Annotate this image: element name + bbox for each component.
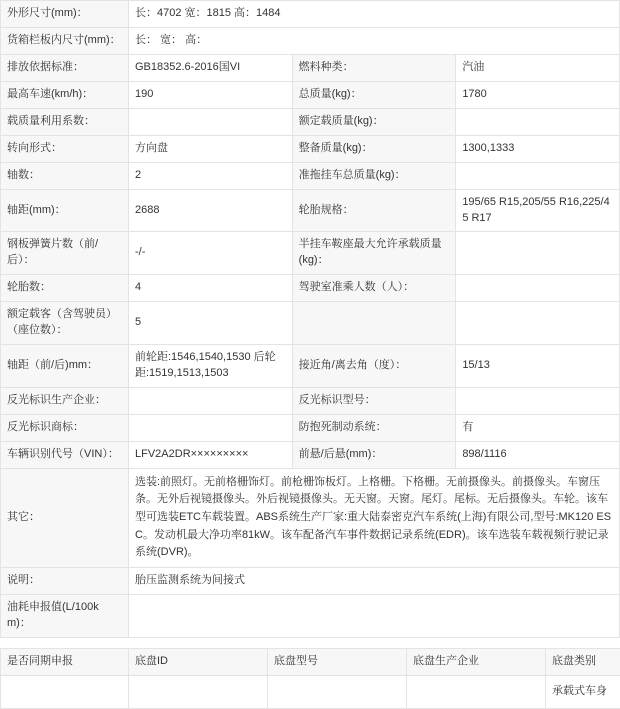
table-row xyxy=(1,135,620,162)
row-value-max-speed: 190 xyxy=(129,81,293,108)
chassis-cell-same-period-declaration xyxy=(1,675,129,708)
row-value-leaf-spring-count: -/- xyxy=(129,232,293,275)
row-label-reflective-marking-maker: 反光标识生产企业： xyxy=(1,388,129,415)
table-row xyxy=(1,27,620,54)
row-label-curb-mass: 整备质量(kg)： xyxy=(292,135,456,162)
row-value-tire-spec: 195/65 R15,205/55 R16,225/45 R17 xyxy=(456,189,620,232)
row-value-other: 选装:前照灯。无前格栅饰灯。前枪栅饰板灯。上格栅。下格栅。无前摄像头。前摄像头。车窗压条。无外后视镜摄像头。外后视镜摄像头。无天窗。天窗。尾灯。尾标。无后摄像头。车轮。该车型可选装ETC车载装置。ABS系统生产厂家:重大陆泰密克汽车系统(上海)有限公司,型号:MK120 ESC。发动机最大净功率81kW。该车配备汽车事件数据记录系统(EDR)。该车选装车载视频行驶记录系统(DVR)。 xyxy=(129,468,620,567)
row-value-cab-seating xyxy=(456,275,620,302)
row-value-gross-mass: 1780 xyxy=(456,81,620,108)
table-row xyxy=(1,81,620,108)
row-label-cab-seating: 驾驶室准乘人数（人）： xyxy=(292,275,456,302)
chassis-table xyxy=(0,648,620,709)
chassis-header-chassis-id: 底盘ID xyxy=(129,648,268,675)
row-label-trailer-gross-mass: 准拖挂车总质量(kg)： xyxy=(292,162,456,189)
row-label-abs: 防抱死制动系统： xyxy=(292,414,456,441)
row-value-trailer-gross-mass xyxy=(456,162,620,189)
row-label-tire-spec: 轮胎规格： xyxy=(292,189,456,232)
row-label-cargo-box-dimensions: 货箱栏板内尺寸(mm)： xyxy=(1,27,129,54)
table-row xyxy=(1,468,620,567)
chassis-cell-chassis-manufacturer xyxy=(407,675,546,708)
row-label-load-coefficient: 载质量利用系数： xyxy=(1,108,129,135)
table-row xyxy=(1,567,620,594)
chassis-cell-chassis-category: 承载式车身 xyxy=(546,675,620,708)
row-value-curb-mass: 1300,1333 xyxy=(456,135,620,162)
chassis-header-same-period-declaration: 是否同期申报 xyxy=(1,648,129,675)
row-value-note: 胎压监测系统为间接式 xyxy=(129,567,620,594)
row-value-reflective-marking-model xyxy=(456,388,620,415)
chassis-header-chassis-model: 底盘型号 xyxy=(268,648,407,675)
row-label-gross-mass: 总质量(kg)： xyxy=(292,81,456,108)
table-row xyxy=(1,189,620,232)
row-value-axle-count: 2 xyxy=(129,162,293,189)
row-value-reflective-marking-maker xyxy=(129,388,293,415)
row-label-vin: 车辆识别代号（VIN）： xyxy=(1,441,129,468)
row-value-emission-standard: GB18352.6-2016国VI xyxy=(129,54,293,81)
chassis-cell-chassis-model xyxy=(268,675,407,708)
row-label-emission-standard: 排放依据标准： xyxy=(1,54,129,81)
row-label-leaf-spring-count: 钢板弹簧片数（前/后）： xyxy=(1,232,129,275)
table-row xyxy=(1,1,620,28)
row-value-approach-departure-angle: 15/13 xyxy=(456,345,620,388)
row-value-blank-1 xyxy=(456,302,620,345)
chassis-header-chassis-manufacturer: 底盘生产企业 xyxy=(407,648,546,675)
table-row xyxy=(1,414,620,441)
row-value-track-width: 前轮距:1546,1540,1530 后轮距:1519,1513,1503 xyxy=(129,345,293,388)
table-row xyxy=(1,302,620,345)
row-label-wheelbase: 轴距(mm)： xyxy=(1,189,129,232)
row-label-reflective-marking-model: 反光标识型号： xyxy=(292,388,456,415)
chassis-header-chassis-category: 底盘类别 xyxy=(546,648,620,675)
row-value-steering-type: 方向盘 xyxy=(129,135,293,162)
row-value-tire-count: 4 xyxy=(129,275,293,302)
row-value-load-coefficient xyxy=(129,108,293,135)
row-value-dimensions: 长：4702 宽：1815 高：1484 xyxy=(129,1,620,28)
row-value-wheelbase: 2688 xyxy=(129,189,293,232)
row-value-fuel-type: 汽油 xyxy=(456,54,620,81)
table-row xyxy=(1,594,620,637)
table-row xyxy=(1,388,620,415)
table-row xyxy=(1,345,620,388)
row-label-rated-load-mass: 额定载质量(kg)： xyxy=(292,108,456,135)
table-row xyxy=(1,675,620,708)
row-value-abs: 有 xyxy=(456,414,620,441)
row-label-max-speed: 最高车速(km/h)： xyxy=(1,81,129,108)
row-label-steering-type: 转向形式： xyxy=(1,135,129,162)
row-label-rated-passengers: 额定载客（含驾驶员）（座位数）： xyxy=(1,302,129,345)
row-label-blank-1 xyxy=(292,302,456,345)
row-label-approach-departure-angle: 接近角/离去角（度）： xyxy=(292,345,456,388)
row-value-rated-passengers: 5 xyxy=(129,302,293,345)
chassis-section xyxy=(0,648,620,709)
row-label-other: 其它： xyxy=(1,468,129,567)
row-label-fuel-type: 燃料种类： xyxy=(292,54,456,81)
row-label-fuel-consumption: 油耗申报值(L/100km)： xyxy=(1,594,129,637)
table-row xyxy=(1,275,620,302)
row-value-vin: LFV2A2DR××××××××× xyxy=(129,441,293,468)
row-value-saddle-load-mass xyxy=(456,232,620,275)
row-label-dimensions: 外形尺寸(mm)： xyxy=(1,1,129,28)
table-row xyxy=(1,232,620,275)
table-header-row xyxy=(1,648,620,675)
row-label-axle-count: 轴数： xyxy=(1,162,129,189)
row-label-saddle-load-mass: 半挂车鞍座最大允许承载质量(kg)： xyxy=(292,232,456,275)
table-row xyxy=(1,108,620,135)
table-row xyxy=(1,441,620,468)
row-value-rated-load-mass xyxy=(456,108,620,135)
table-row xyxy=(1,162,620,189)
table-row xyxy=(1,54,620,81)
row-value-cargo-box-dimensions: 长： 宽： 高： xyxy=(129,27,620,54)
chassis-cell-chassis-id xyxy=(129,675,268,708)
row-label-front-rear-overhang: 前悬/后悬(mm)： xyxy=(292,441,456,468)
row-value-fuel-consumption xyxy=(129,594,620,637)
table-divider-space xyxy=(0,638,620,648)
row-label-reflective-marking-brand: 反光标识商标： xyxy=(1,414,129,441)
row-value-reflective-marking-brand xyxy=(129,414,293,441)
row-label-track-width: 轴距（前/后)mm： xyxy=(1,345,129,388)
row-label-tire-count: 轮胎数： xyxy=(1,275,129,302)
row-label-note: 说明： xyxy=(1,567,129,594)
row-value-front-rear-overhang: 898/1116 xyxy=(456,441,620,468)
